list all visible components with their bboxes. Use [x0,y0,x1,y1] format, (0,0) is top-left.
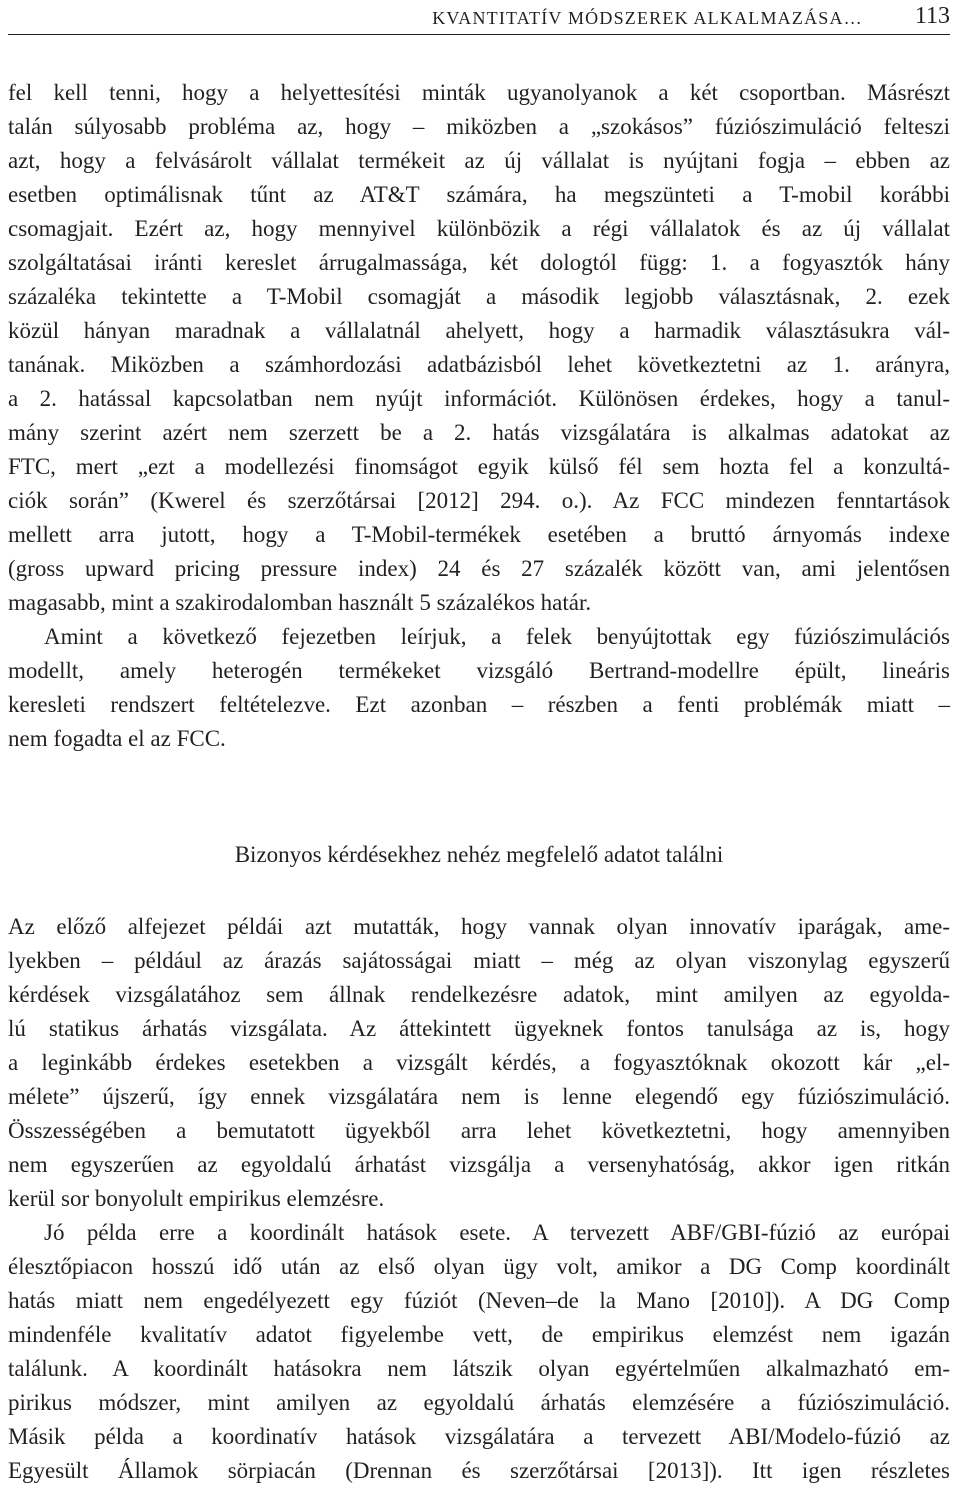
text-line: FTC, mert „ezt a modellezési finomságot egyik külső fél sem hozta fel a konzultá- [8,454,950,479]
text-line: Az előző alfejezet példái azt mutatták, hogy vannak olyan innovatív iparágak, ame- [8,914,950,939]
text-line: csomagjait. Ezért az, hogy mennyivel különbözik a régi vállalatok és az új vállalat [8,216,950,241]
text-line: lyekben – például az árazás sajátosságai miatt – még az olyan viszonylag egyszerű [8,948,950,973]
text-line: pirikus módszer, mint amilyen az egyoldalú árhatás elemzésére a fúziószimuláció. [8,1390,950,1415]
text-line: Másik példa a koordinatív hatások vizsgálatára a tervezett ABI/Modelo-fúzió az [8,1424,950,1449]
text-line: szolgáltatásai iránti kereslet árrugalmassága, két dologtól függ: 1. a fogyasztók hány [8,250,950,275]
running-title: KVANTITATÍV MÓDSZEREK ALKALMAZÁSA… [432,8,863,28]
text-line: hatás miatt nem engedélyezett egy fúziót (Neven–de la Mano [2010]). A DG Comp [8,1288,950,1313]
text-line: magasabb, mint a szakirodalomban használt 5 százalékos határ. [8,590,592,615]
text-line: talán súlyosabb probléma az, hogy – miközben a „szokásos” fúziószimuláció felteszi [8,114,950,139]
text-line: fel kell tenni, hogy a helyettesítési minták ugyanolyanok a két csoportban. Másrészt [8,80,950,105]
text-line: találunk. A koordinált hatásokra nem látszik olyan egyértelműen alkalmazható em- [8,1356,950,1381]
text-line: a leginkább érdekes esetekben a vizsgált kérdés, a fogyasztóknak okozott kár „el- [8,1050,950,1075]
text-line: mány szerint azért nem szerzett be a 2. hatás vizsgálatára is alkalmas adatokat az [8,420,950,445]
text-line: ciók során” (Kwerel és szerzőtársai [2012] 294. o.). Az FCC mindezen fenntartások [8,488,950,513]
text-line: százaléka tekintette a T-Mobil csomagját a második legjobb választásnak, 2. ezek [8,284,950,309]
body-text-after-heading [8,910,950,1488]
text-line: mélete” újszerű, így ennek vizsgálatára nem is lenne elegendő egy fúziószimuláció. [8,1084,950,1109]
text-line: Jó példa erre a koordinált hatások esete. A tervezett ABF/GBI-fúzió az európai [44,1220,950,1245]
text-line: azt, hogy a felvásárolt vállalat termékeit az új vállalat is nyújtani fogja – ebben az [8,148,950,173]
text-line: mindenféle kvalitatív adatot figyelembe vett, de empirikus elemzést nem igazán [8,1322,950,1347]
text-line: kérdések vizsgálatához sem állnak rendelkezésre adatok, mint amilyen az egyolda- [8,982,950,1007]
text-line: Amint a következő fejezetben leírjuk, a felek benyújtottak egy fúziószimulációs [44,624,950,649]
text-line: lú statikus árhatás vizsgálata. Az áttekintett ügyeknek fontos tanulsága az is, hogy [8,1016,950,1041]
text-line: közül hányan maradnak a vállalatnál ahelyett, hogy a harmadik választásukra vál- [8,318,950,343]
text-line: élesztőpiacon hosszú idő után az első olyan ügy volt, amikor a DG Comp koordinált [8,1254,950,1279]
text-line: Összességében a bemutatott ügyekből arra lehet következtetni, hogy amennyiben [8,1118,950,1143]
text-line: kerül sor bonyolult empirikus elemzésre. [8,1186,385,1211]
text-line: esetben optimálisnak tűnt az AT&T számára, ha megszünteti a T-mobil korábbi [8,182,950,207]
text-line: (gross upward pricing pressure index) 24 és 27 százalék között van, ami jelentősen [8,556,950,581]
page-number: 113 [914,3,950,29]
body-text-before-heading [8,76,950,756]
text-line: Egyesült Államok sörpiacán (Drennan és szerzőtársai [2013]). Itt igen részletes [8,1458,950,1483]
text-line: nem fogadta el az FCC. [8,726,226,751]
running-head [8,4,950,35]
text-line: tanának. Miközben a számhordozási adatbázisból lehet következtetni az 1. arányra, [8,352,950,377]
text-line: nem egyszerűen az egyoldalú árhatást vizsgálja a versenyhatóság, akkor igen ritkán [8,1152,950,1177]
text-line: a 2. hatással kapcsolatban nem nyújt információt. Különösen érdekes, hogy a tanul- [8,386,950,411]
text-line: modellt, amely heterogén termékeket vizsgáló Bertrand-modellre épült, lineáris [8,658,950,683]
text-line: keresleti rendszert feltételezve. Ezt azonban – részben a fenti problémák miatt – [8,692,950,717]
text-line: mellett arra jutott, hogy a T-Mobil-termékek esetében a bruttó árnyomás indexe [8,522,950,547]
section-heading: Bizonyos kérdésekhez nehéz megfelelő adatot találni [234,842,724,867]
